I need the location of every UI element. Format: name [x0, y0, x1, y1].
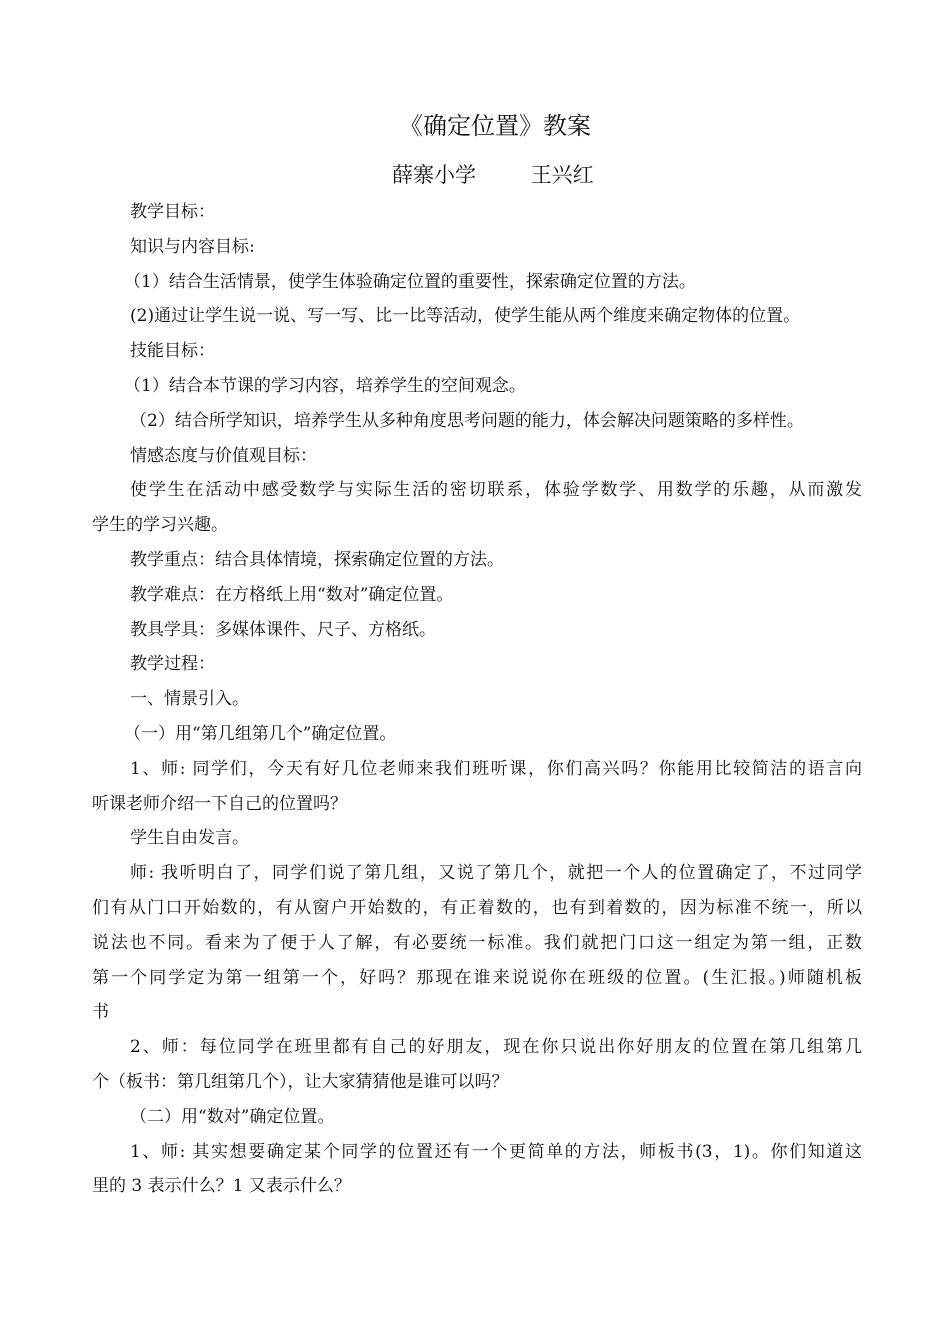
section-heading: 一、情景引入。 — [130, 689, 249, 710]
paragraph-line: （2）结合所学知识，培养学生从多种角度思考问题的能力，体会解决问题策略的多样性。 — [130, 410, 804, 431]
author-line — [392, 158, 594, 192]
heading-emotion-goals: 情感态度与价值观目标： — [130, 445, 317, 466]
heading-teaching-goals: 教学目标： — [130, 202, 215, 222]
paragraph-line: (2)通过让学生说一说、写一写、比一比等活动，使学生能从两个维度来确定物体的位置。 — [130, 306, 801, 327]
paragraph-line: 说法也不同。看来为了便于人了解，有必要统一标准。我们就把门口这一组定为第一组，正数 — [92, 932, 862, 953]
paragraph-line: 学生自由发言。 — [130, 828, 249, 849]
paragraph-line: 学生的学习兴趣。 — [92, 515, 228, 536]
teaching-tools: 教具学具：多媒体课件、尺子、方格纸。 — [130, 619, 436, 640]
paragraph-line: 1、师: 其实想要确定某个同学的位置还有一个更简单的方法，师板书(3，1)。你们知道这 — [130, 1141, 862, 1162]
paragraph-line: 里的 3 表示什么？1 又表示什么？ — [92, 1176, 351, 1197]
author-school: 薛寨小学 — [392, 163, 476, 187]
author-name: 王兴红 — [530, 163, 594, 187]
paragraph-line: （1）结合生活情景，使学生体验确定位置的重要性，探索确定位置的方法。 — [124, 271, 696, 292]
paragraph-line: 1、师: 同学们，今天有好几位老师来我们班听课，你们高兴吗？你能用比较简洁的语言向 — [130, 758, 862, 779]
paragraph-line: 个（板书：第几组第几个），让大家猜猜他是谁可以吗？ — [92, 1071, 509, 1092]
paragraph-line: 师: 我听明白了，同学们说了第几组，又说了第几个，就把一个人的位置确定了，不过同学 — [130, 863, 862, 884]
subsection-heading: （一）用“第几组第几个”确定位置。 — [124, 723, 397, 744]
teaching-focus: 教学重点：结合具体情境，探索确定位置的方法。 — [130, 549, 504, 570]
paragraph-line: 书 — [92, 1002, 109, 1023]
document-title: 《确定位置》教案 — [399, 112, 591, 140]
paragraph-line: （1）结合本节课的学习内容，培养学生的空间观念。 — [124, 375, 526, 396]
heading-teaching-process: 教学过程： — [130, 654, 215, 675]
paragraph-line: 2、师：每位同学在班里都有自己的好朋友，现在你只说出你好朋友的位置在第几组第几 — [130, 1037, 862, 1058]
document-body — [92, 195, 862, 1204]
paragraph-line: 们有从门口开始数的，有从窗户开始数的，有正着数的，也有到着数的，因为标准不统一，所以 — [92, 897, 862, 918]
paragraph-line: 听课老师介绍一下自己的位置吗？ — [92, 793, 347, 814]
teaching-difficulty: 教学难点：在方格纸上用“数对”确定位置。 — [130, 584, 454, 605]
paragraph-line: 使学生在活动中感受数学与实际生活的密切联系，体验学数学、用数学的乐趣，从而激发 — [130, 480, 862, 501]
subsection-heading: （二）用“数对”确定位置。 — [130, 1106, 335, 1127]
heading-skill-goals: 技能目标： — [130, 341, 215, 362]
heading-knowledge-goals: 知识与内容目标: — [130, 236, 255, 257]
paragraph-line: 第一个同学定为第一组第一个，好吗？那现在谁来说说你在班级的位置。(生汇报。)师随机板 — [92, 967, 862, 988]
